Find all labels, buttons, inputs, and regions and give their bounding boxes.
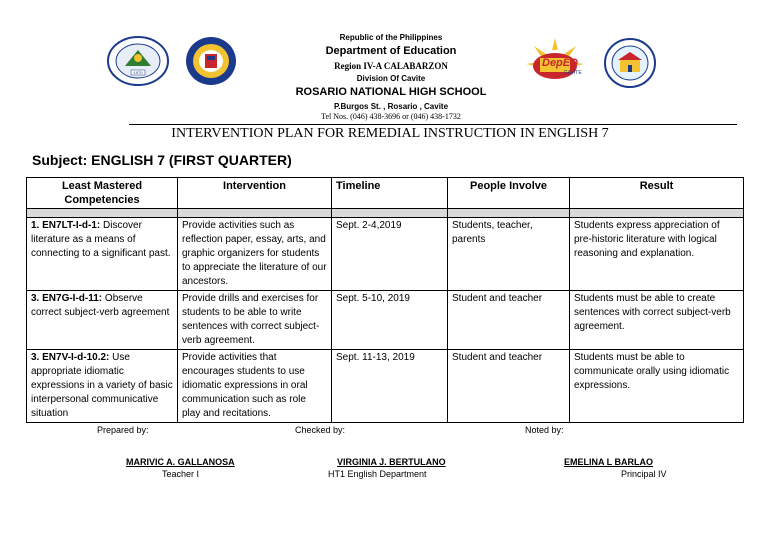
result-cell: Students express appreciation of pre-historic literature with logical reasoning and explanation. xyxy=(570,218,744,291)
division-line: Division Of Cavite xyxy=(356,74,426,83)
intervention-cell: Provide drills and exercises for students to be able to write sentences with correct subject-verb agreement. xyxy=(178,291,332,350)
result-cell: Students must be able to create sentences with correct subject-verb agreement. xyxy=(570,291,744,350)
document-title: INTERVENTION PLAN FOR REMEDIAL INSTRUCTION IN ENGLISH 7 xyxy=(171,126,609,141)
checked-by-title: HT1 English Department xyxy=(328,469,427,479)
competency-text: Observe correct subject-verb agreement xyxy=(31,293,170,318)
people-cell: Student and teacher xyxy=(448,291,570,350)
prepared-by-title: Teacher I xyxy=(162,469,200,479)
timeline-cell: Sept. 2-4,2019 xyxy=(332,218,448,291)
header-intervention: Intervention xyxy=(178,178,332,209)
school-name: ROSARIO NATIONAL HIGH SCHOOL xyxy=(295,86,487,98)
noted-by-title: Principal IV xyxy=(621,469,667,479)
header-competencies: Least Mastered Competencies xyxy=(27,178,178,209)
competency-text: Discover literature as a means of connecting to a significant past. xyxy=(31,220,171,259)
noted-by-label: Noted by: xyxy=(525,425,564,435)
school-seal-year: 1970 xyxy=(133,70,143,75)
competency-cell xyxy=(27,291,178,350)
school-address: P.Burgos St. , Rosario , Cavite xyxy=(333,102,449,111)
header-result: Result xyxy=(570,178,744,209)
deped-logo-text: DepED xyxy=(542,57,579,69)
prepared-by-label: Prepared by: xyxy=(97,425,149,435)
table-spacer-row xyxy=(27,209,744,218)
subject-line: Subject: ENGLISH 7 (FIRST QUARTER) xyxy=(32,152,292,168)
noted-by-name: EMELINA L BARLAO xyxy=(564,457,653,467)
intervention-cell: Provide activities such as reflection paper, essay, arts, and graphic organizers for students to appreciate the literature of our ancestors. xyxy=(178,218,332,291)
department-line: Department of Education xyxy=(325,45,457,57)
prepared-by-name: MARIVIC A. GALLANOSA xyxy=(126,457,235,467)
table-row xyxy=(27,218,744,291)
competency-cell xyxy=(27,350,178,423)
deped-logo-subtext: CAVITE xyxy=(564,70,582,76)
table-row xyxy=(27,291,744,350)
header-people: People Involve xyxy=(448,178,570,209)
checked-by-label: Checked by: xyxy=(295,425,346,435)
intervention-table xyxy=(26,177,744,423)
competency-code: 1. EN7LT-I-d-1: xyxy=(31,220,101,231)
competency-code: 3. EN7G-I-d-11: xyxy=(31,293,103,304)
result-cell: Students must be able to communicate orally using idiomatic expressions. xyxy=(570,350,744,423)
checked-by-name: VIRGINIA J. BERTULANO xyxy=(337,457,446,467)
intervention-cell: Provide activities that encourages students to use idiomatic expressions in oral communication such as role play and recitations. xyxy=(178,350,332,423)
region-line: Region IV-A CALABARZON xyxy=(334,61,448,71)
competency-text: Use appropriate idiomatic expressions in a variety of basic interpersonal communicative situation xyxy=(31,352,173,419)
competency-cell xyxy=(27,218,178,291)
header-timeline: Timeline xyxy=(332,178,448,209)
timeline-cell: Sept. 11-13, 2019 xyxy=(332,350,448,423)
republic-line: Republic of the Philippines xyxy=(339,33,443,42)
people-cell: Student and teacher xyxy=(448,350,570,423)
table-row xyxy=(27,350,744,423)
table-header-row xyxy=(27,178,744,209)
competency-code: 3. EN7V-I-d-10.2: xyxy=(31,352,110,363)
timeline-cell: Sept. 5-10, 2019 xyxy=(332,291,448,350)
people-cell: Students, teacher, parents xyxy=(448,218,570,291)
header-divider xyxy=(129,124,737,125)
school-telephone: Tel Nos. (046) 438-3696 or (046) 438-1732 xyxy=(321,112,461,121)
